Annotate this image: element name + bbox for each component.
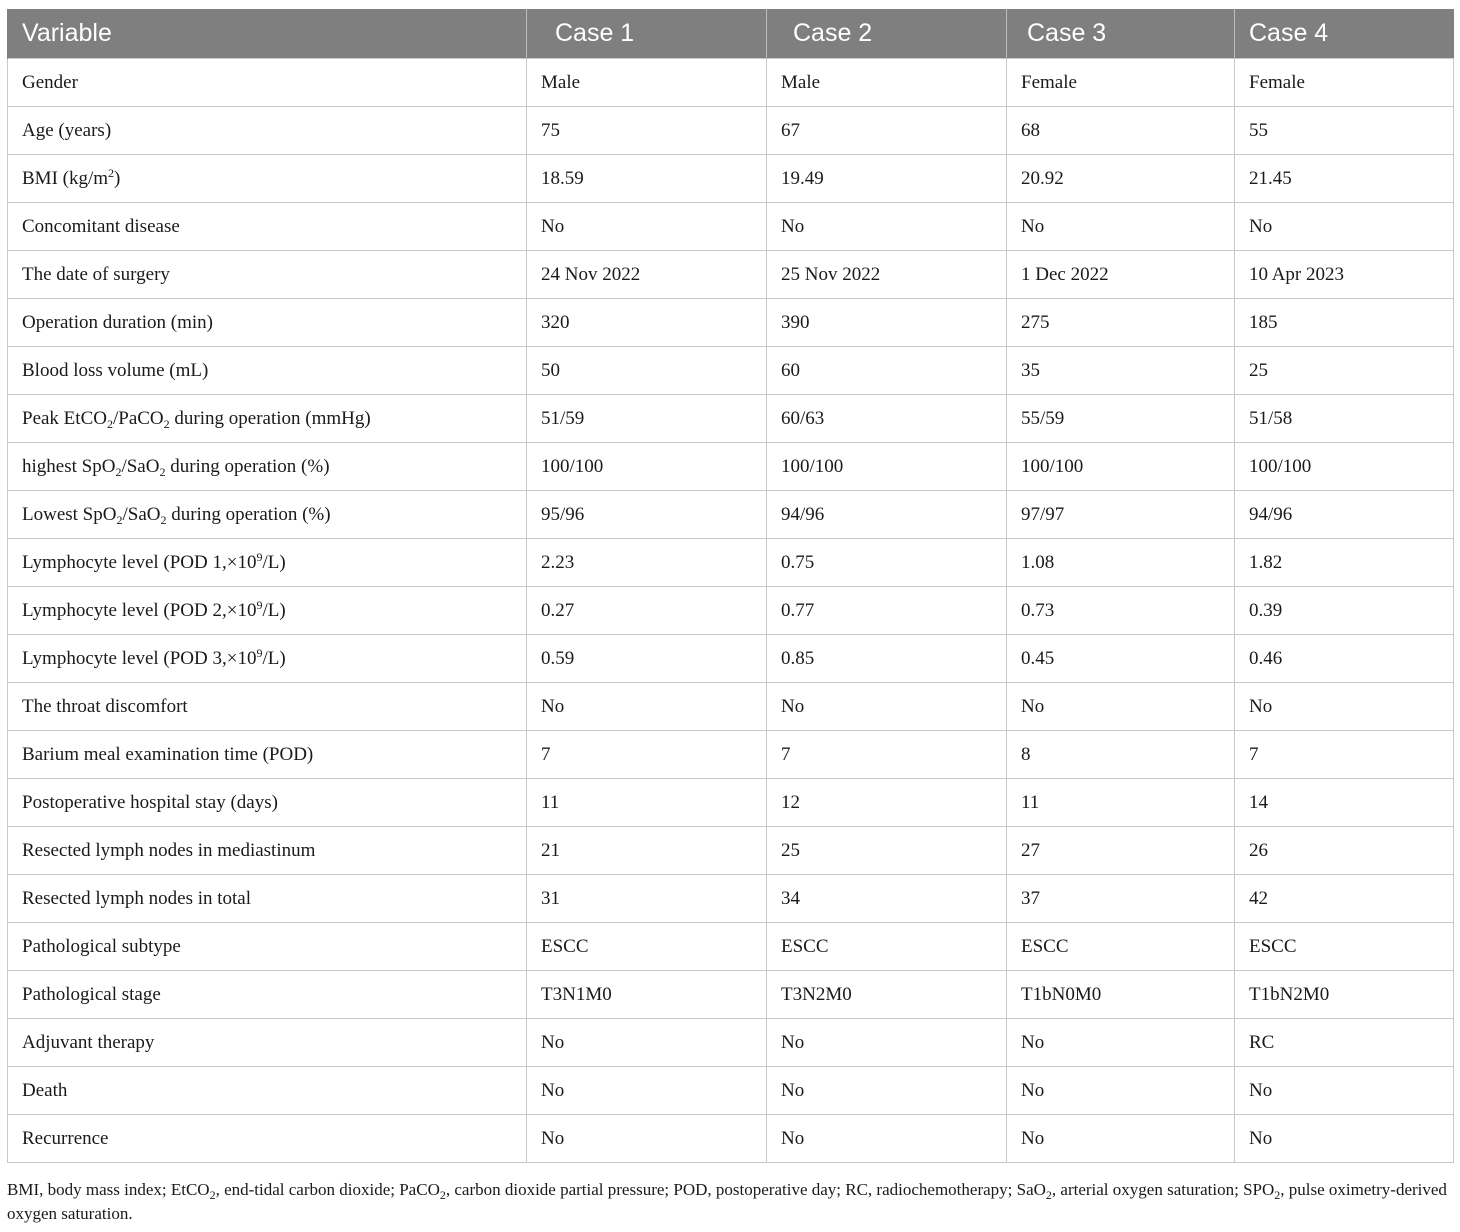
table-row xyxy=(8,251,1454,299)
table-row xyxy=(8,587,1454,635)
text-segment: /SaO xyxy=(121,455,160,477)
table-row xyxy=(8,299,1454,347)
table-row xyxy=(8,203,1454,251)
cell-case-3: T1bN0M0 xyxy=(1007,971,1235,1019)
cell-case-1: T3N1M0 xyxy=(527,971,767,1019)
row-label: Operation duration (min) xyxy=(8,299,527,347)
cell-case-1: 75 xyxy=(527,107,767,155)
cell-case-3: 1 Dec 2022 xyxy=(1007,251,1235,299)
table-row xyxy=(8,59,1454,107)
cell-case-1: 24 Nov 2022 xyxy=(527,251,767,299)
row-label xyxy=(8,155,527,203)
header-case-4: Case 4 xyxy=(1235,9,1454,59)
cell-case-4: 100/100 xyxy=(1235,443,1454,491)
cell-case-4: 94/96 xyxy=(1235,491,1454,539)
cell-case-2: No xyxy=(767,683,1007,731)
table-row xyxy=(8,923,1454,971)
cell-case-2: No xyxy=(767,1115,1007,1163)
subscript: 2 xyxy=(1045,1188,1052,1202)
cell-case-2: 7 xyxy=(767,731,1007,779)
cell-case-2: 25 Nov 2022 xyxy=(767,251,1007,299)
cell-case-2: 34 xyxy=(767,875,1007,923)
cell-case-1: No xyxy=(527,1019,767,1067)
table-footnote xyxy=(7,1178,1453,1226)
text-segment: ) xyxy=(114,167,121,189)
cell-case-1: No xyxy=(527,1067,767,1115)
cell-case-1: 51/59 xyxy=(527,395,767,443)
cell-case-4: No xyxy=(1235,1067,1454,1115)
cell-case-2: 0.75 xyxy=(767,539,1007,587)
row-label: Resected lymph nodes in mediastinum xyxy=(8,827,527,875)
cell-case-2: Male xyxy=(767,59,1007,107)
table-row xyxy=(8,443,1454,491)
cell-case-2: ESCC xyxy=(767,923,1007,971)
cell-case-1: Male xyxy=(527,59,767,107)
cell-case-1: No xyxy=(527,1115,767,1163)
cell-case-1: 0.27 xyxy=(527,587,767,635)
cell-case-4: 7 xyxy=(1235,731,1454,779)
cell-case-4: No xyxy=(1235,1115,1454,1163)
row-label xyxy=(8,491,527,539)
cell-case-4: 42 xyxy=(1235,875,1454,923)
cell-case-1: No xyxy=(527,683,767,731)
cell-case-3: 20.92 xyxy=(1007,155,1235,203)
table-row xyxy=(8,347,1454,395)
subscript: 2 xyxy=(106,416,113,431)
subscript: 2 xyxy=(116,512,123,527)
cell-case-3: ESCC xyxy=(1007,923,1235,971)
cell-case-3: 35 xyxy=(1007,347,1235,395)
text-segment: /L) xyxy=(262,551,286,573)
text-segment: BMI (kg/m xyxy=(22,167,109,189)
text-segment: Peak EtCO xyxy=(22,407,107,429)
row-label: The date of surgery xyxy=(8,251,527,299)
subscript: 2 xyxy=(115,464,122,479)
cell-case-2: T3N2M0 xyxy=(767,971,1007,1019)
cell-case-3: 11 xyxy=(1007,779,1235,827)
table-row xyxy=(8,779,1454,827)
cell-case-2: 25 xyxy=(767,827,1007,875)
text-segment: Lymphocyte level (POD 1,×10 xyxy=(22,551,257,573)
cell-case-3: 100/100 xyxy=(1007,443,1235,491)
text-segment: /SaO xyxy=(122,503,161,525)
cell-case-3: 0.73 xyxy=(1007,587,1235,635)
cell-case-4: T1bN2M0 xyxy=(1235,971,1454,1019)
cell-case-4: RC xyxy=(1235,1019,1454,1067)
row-label xyxy=(8,395,527,443)
text-segment: during operation (%) xyxy=(165,455,330,477)
row-label xyxy=(8,539,527,587)
text-segment: during operation (mmHg) xyxy=(169,407,371,429)
subscript: 2 xyxy=(209,1188,216,1202)
cell-case-3: No xyxy=(1007,1067,1235,1115)
cell-case-4: 10 Apr 2023 xyxy=(1235,251,1454,299)
cell-case-3: No xyxy=(1007,683,1235,731)
subscript: 2 xyxy=(1274,1188,1281,1202)
table-row xyxy=(8,731,1454,779)
row-label: Resected lymph nodes in total xyxy=(8,875,527,923)
case-table xyxy=(7,9,1454,1163)
cell-case-1: 320 xyxy=(527,299,767,347)
text-segment: , carbon dioxide partial pressure; POD, postoperative day; RC, radiochemotherapy; SaO xyxy=(445,1180,1046,1199)
superscript: 9 xyxy=(256,549,263,564)
text-segment: /PaCO xyxy=(112,407,164,429)
text-segment: during operation (%) xyxy=(166,503,331,525)
cell-case-4: 55 xyxy=(1235,107,1454,155)
cell-case-1: 2.23 xyxy=(527,539,767,587)
cell-case-3: 275 xyxy=(1007,299,1235,347)
table-row xyxy=(8,155,1454,203)
cell-case-3: 27 xyxy=(1007,827,1235,875)
cell-case-1: 100/100 xyxy=(527,443,767,491)
row-label: Pathological subtype xyxy=(8,923,527,971)
row-label: Concomitant disease xyxy=(8,203,527,251)
header-case-2: Case 2 xyxy=(767,9,1007,59)
cell-case-2: No xyxy=(767,1019,1007,1067)
cell-case-1: 7 xyxy=(527,731,767,779)
cell-case-3: 0.45 xyxy=(1007,635,1235,683)
cell-case-2: 60 xyxy=(767,347,1007,395)
row-label: Blood loss volume (mL) xyxy=(8,347,527,395)
cell-case-3: No xyxy=(1007,1019,1235,1067)
cell-case-4: 26 xyxy=(1235,827,1454,875)
row-label xyxy=(8,587,527,635)
cell-case-4: No xyxy=(1235,683,1454,731)
cell-case-1: 11 xyxy=(527,779,767,827)
row-label: Postoperative hospital stay (days) xyxy=(8,779,527,827)
header-case-1: Case 1 xyxy=(527,9,767,59)
table-row xyxy=(8,827,1454,875)
cell-case-4: 25 xyxy=(1235,347,1454,395)
table-row xyxy=(8,491,1454,539)
text-segment: /L) xyxy=(262,647,286,669)
table-row xyxy=(8,539,1454,587)
cell-case-2: No xyxy=(767,203,1007,251)
cell-case-1: 31 xyxy=(527,875,767,923)
cell-case-2: 19.49 xyxy=(767,155,1007,203)
table-row xyxy=(8,1115,1454,1163)
table-row xyxy=(8,875,1454,923)
cell-case-3: No xyxy=(1007,203,1235,251)
cell-case-3: No xyxy=(1007,1115,1235,1163)
row-label: Age (years) xyxy=(8,107,527,155)
cell-case-2: 94/96 xyxy=(767,491,1007,539)
cell-case-1: 0.59 xyxy=(527,635,767,683)
table-row xyxy=(8,1019,1454,1067)
text-segment: , arterial oxygen saturation; SPO xyxy=(1051,1180,1275,1199)
text-segment: , pulse oximetry-derived oxygen saturation. xyxy=(7,1180,1447,1223)
cell-case-2: 60/63 xyxy=(767,395,1007,443)
text-segment: /L) xyxy=(262,599,286,621)
cell-case-4: No xyxy=(1235,203,1454,251)
text-segment: Lymphocyte level (POD 2,×10 xyxy=(22,599,257,621)
cell-case-3: 1.08 xyxy=(1007,539,1235,587)
header-case-3: Case 3 xyxy=(1007,9,1235,59)
subscript: 2 xyxy=(439,1188,446,1202)
row-label: Pathological stage xyxy=(8,971,527,1019)
cell-case-4: 21.45 xyxy=(1235,155,1454,203)
cell-case-2: 12 xyxy=(767,779,1007,827)
cell-case-4: 0.46 xyxy=(1235,635,1454,683)
table-row xyxy=(8,395,1454,443)
cell-case-1: No xyxy=(527,203,767,251)
row-label: The throat discomfort xyxy=(8,683,527,731)
cell-case-4: ESCC xyxy=(1235,923,1454,971)
cell-case-3: Female xyxy=(1007,59,1235,107)
cell-case-2: 0.77 xyxy=(767,587,1007,635)
header-variable: Variable xyxy=(8,9,527,59)
row-label xyxy=(8,443,527,491)
text-segment: highest SpO xyxy=(22,455,116,477)
cell-case-3: 68 xyxy=(1007,107,1235,155)
table-row xyxy=(8,1067,1454,1115)
cell-case-2: 67 xyxy=(767,107,1007,155)
text-segment: Lymphocyte level (POD 3,×10 xyxy=(22,647,257,669)
cell-case-1: 50 xyxy=(527,347,767,395)
row-label: Death xyxy=(8,1067,527,1115)
text-segment: , end-tidal carbon dioxide; PaCO xyxy=(215,1180,440,1199)
cell-case-2: 0.85 xyxy=(767,635,1007,683)
row-label xyxy=(8,635,527,683)
header-row xyxy=(8,9,1454,59)
subscript: 2 xyxy=(159,464,166,479)
cell-case-3: 55/59 xyxy=(1007,395,1235,443)
table-row xyxy=(8,635,1454,683)
subscript: 2 xyxy=(163,416,170,431)
table-row xyxy=(8,683,1454,731)
row-label: Recurrence xyxy=(8,1115,527,1163)
row-label: Adjuvant therapy xyxy=(8,1019,527,1067)
text-segment: Lowest SpO xyxy=(22,503,117,525)
cell-case-4: Female xyxy=(1235,59,1454,107)
cell-case-4: 185 xyxy=(1235,299,1454,347)
cell-case-3: 97/97 xyxy=(1007,491,1235,539)
cell-case-2: 390 xyxy=(767,299,1007,347)
cell-case-1: ESCC xyxy=(527,923,767,971)
superscript: 9 xyxy=(256,597,263,612)
cell-case-3: 8 xyxy=(1007,731,1235,779)
row-label: Barium meal examination time (POD) xyxy=(8,731,527,779)
cell-case-2: 100/100 xyxy=(767,443,1007,491)
cell-case-1: 21 xyxy=(527,827,767,875)
cell-case-1: 18.59 xyxy=(527,155,767,203)
cell-case-4: 14 xyxy=(1235,779,1454,827)
cell-case-4: 0.39 xyxy=(1235,587,1454,635)
superscript: 9 xyxy=(256,645,263,660)
cell-case-4: 1.82 xyxy=(1235,539,1454,587)
row-label: Gender xyxy=(8,59,527,107)
table-row xyxy=(8,107,1454,155)
cell-case-2: No xyxy=(767,1067,1007,1115)
superscript: 2 xyxy=(108,165,115,180)
cell-case-4: 51/58 xyxy=(1235,395,1454,443)
cell-case-1: 95/96 xyxy=(527,491,767,539)
text-segment: BMI, body mass index; EtCO xyxy=(7,1180,210,1199)
data-table-container xyxy=(7,9,1453,1163)
subscript: 2 xyxy=(160,512,167,527)
table-row xyxy=(8,971,1454,1019)
cell-case-3: 37 xyxy=(1007,875,1235,923)
